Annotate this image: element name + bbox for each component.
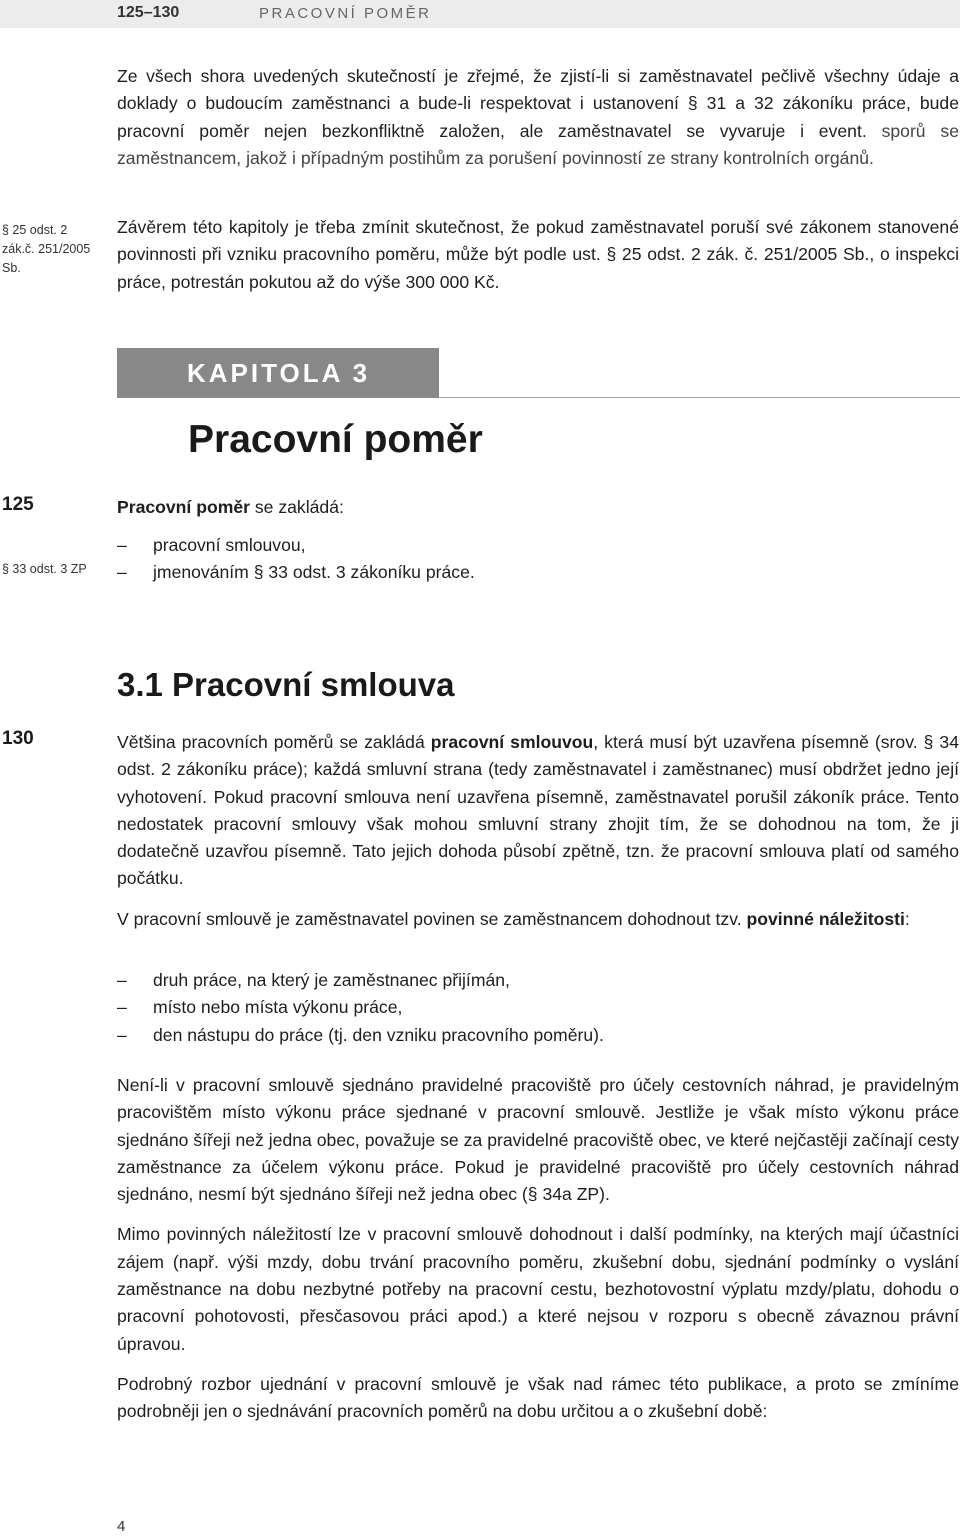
closing-text-b: § 25 odst. 2 zák. č. 251/2005 Sb., o inspekci práce, potrestán pokutou až do výše 300 000 Kč. — [117, 244, 959, 292]
running-header — [0, 0, 960, 28]
para-125-lead-bold: Pracovní poměr — [117, 497, 250, 517]
para-125-lead-rest: se zakládá: — [249, 497, 344, 517]
para-130-p2-bold: povinné náležitosti — [746, 908, 905, 929]
chapter-label: KAPITOLA 3 — [187, 358, 371, 388]
para-130-p3: Není-li v pracovní smlouvě sjednáno pravidelné pracoviště pro účely cestovních náhrad, je pravidelným pracovištěm místo výkonu práce sjednané v pracovní smlouvě. Jestliže je však místo výkonu práce sjednáno šířeji než jedna obec, považuje se za pravidelné pracoviště obec, ve které nejčastěji začínají cesty zaměstnance za účelem výkonu práce. Pokud je pravidelné pracoviště pro účely cestovních náhrad sjednáno, nesmí být sjednáno šířeji než jedna obec (§ 34a ZP). — [117, 1075, 959, 1205]
intro-text-2: § 31 a 32 zákoníku práce, bude pracovní poměr nejen bezkonfliktně založen, ale zaměstnavatel se vyvaruje i event. — [117, 93, 959, 141]
para-130-p1-b: , která musí být uzavřena písemně (srov. § 34 odst. 2 zákoníku práce); každá smluvní strana (tedy zaměstnavatel i zaměstnanec) musí obdržet jedno její vyhotovení. Pokud pracovní smlouva není uzavřena písemně, zaměstnavatel porušil zákoník práce. Tento nedostatek pracovní smlouvy však mohou smluvní strany zhojit tím, že se dohodnou na tom, že ji dodatečně uzavřou písemně. Tato jejich dohoda působí zpětně, tzn. že pracovní smlouva platí od samého počátku. — [117, 732, 960, 889]
para-130-p1 — [117, 729, 959, 893]
intro-text-1: Ze všech shora uvedených skutečností je zřejmé, že zjistí-li si zaměstnavatel pečlivě všechny údaje a doklady o budoucím zaměstnanci a bude-li respektovat i ustanovení — [117, 66, 959, 114]
para-130-p4: Mimo povinných náležitostí lze v pracovní smlouvě dohodnout i další podmínky, na kterých mají účastníci zájem (např. výši mzdy, dobu trvání pracovního poměru, zkušební dobu, sjednání podmínky o vyslání zaměstnance na dobu nezbytné potřeby na pracovní cestu, bezhotovostní výplatu mzdy/platu, dohodu o pracovní pohotovosti, přesčasovou práci apod.) a které nejsou v rozporu s obecně závaznou právní úpravou. — [117, 1224, 959, 1354]
page-number: 4 — [117, 1518, 126, 1535]
section-title: 3.1 Pracovní smlouva — [117, 666, 455, 703]
para-130-p5: Podrobný rozbor ujednání v pracovní smlouvě je však nad rámec této publikace, a proto se zmíníme podrobněji jen o sjednávání pracovních poměrů na dobu určitou a o zkušební době: — [117, 1373, 959, 1422]
list-item: – jmenováním § 33 odst. 3 zákoníku práce. — [117, 559, 475, 586]
para-125-list — [117, 532, 475, 587]
list-item: – druh práce, na který je zaměstnanec přijímán, — [117, 967, 604, 994]
paragraph-number-130: 130 — [2, 728, 34, 749]
chapter-divider — [439, 397, 960, 398]
margin-note-line-3: Sb. — [2, 261, 21, 275]
intro-text-3: sporů se zaměstnancem, jakož i případným postihům za porušení povinností ze strany kontrolních orgánů. — [117, 120, 959, 168]
para-125-lead — [117, 494, 959, 521]
closing-text-a: Závěrem této kapitoly je třeba zmínit skutečnost, že pokud zaměstnavatel poruší své zákonem stanovené povinnosti při vzniku pracovního poměru, může být podle ust. — [117, 217, 959, 265]
margin-note-line-2: zák.č. 251/2005 — [2, 242, 91, 256]
closing-paragraph — [117, 214, 959, 296]
list-item: – den nástupu do práce (tj. den vzniku pracovního poměru). — [117, 1022, 604, 1049]
para-130-p2 — [117, 906, 959, 933]
list-item: – místo nebo místa výkonu práce, — [117, 994, 604, 1021]
header-paragraph-range: 125–130 — [117, 4, 180, 21]
margin-note-line-1: § 25 odst. 2 — [2, 223, 68, 237]
margin-note-zp-reference: § 33 odst. 3 ZP — [2, 562, 87, 576]
para-130-text — [117, 729, 959, 933]
para-130-p2-b: : — [904, 908, 910, 929]
para-130-p1-bold: pracovní smlouvou — [430, 732, 594, 752]
para-130-continued — [117, 1072, 959, 1426]
intro-paragraph — [117, 63, 959, 172]
list-item: – pracovní smlouvou, — [117, 532, 475, 559]
para-130-p1-a: Většina pracovních poměrů se zakládá — [117, 732, 431, 752]
para-130-p2-a: V pracovní smlouvě je zaměstnavatel povinen se zaměstnancem dohodnout tzv. — [117, 908, 747, 929]
para-130-list — [117, 967, 604, 1049]
margin-note-law-reference — [2, 221, 90, 278]
header-chapter-title: PRACOVNÍ POMĚR — [259, 5, 432, 22]
paragraph-number-125: 125 — [2, 494, 34, 515]
chapter-title: Pracovní poměr — [188, 418, 483, 461]
